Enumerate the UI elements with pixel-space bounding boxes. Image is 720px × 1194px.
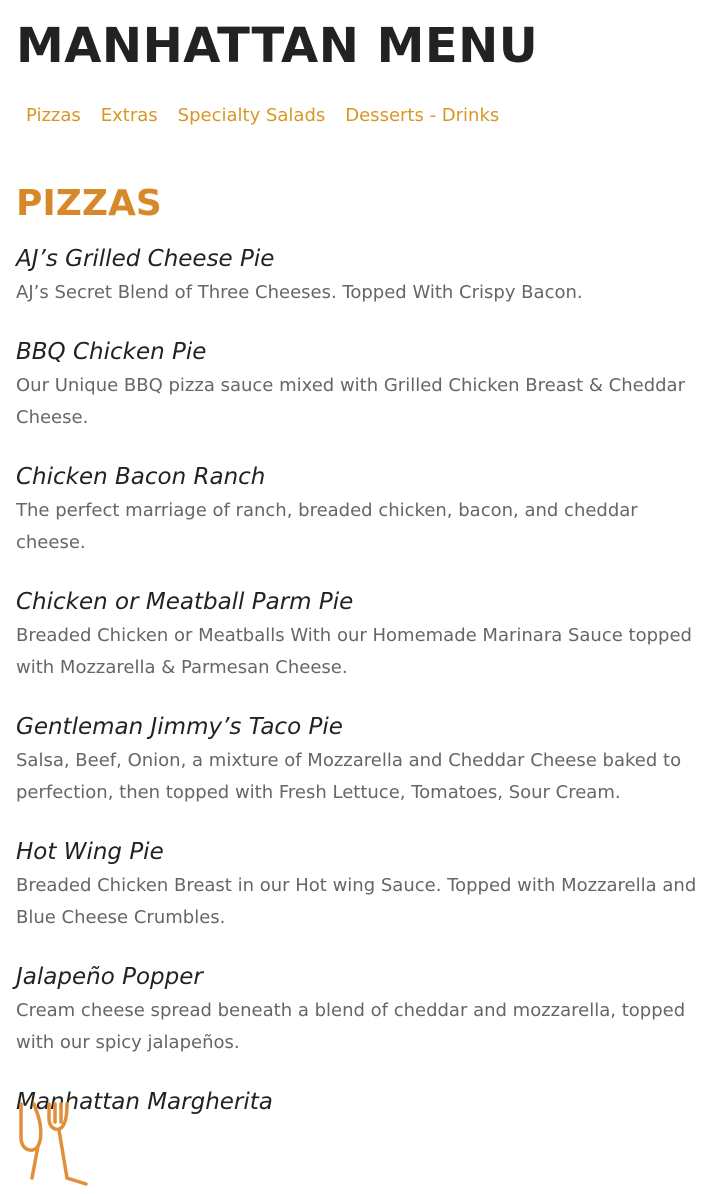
menu-item-description: Breaded Chicken Breast in our Hot wing Sauce. Topped with Mozzarella and Blue Cheese Crumbles. — [16, 875, 697, 928]
menu-item-name: Gentleman Jimmy’s Taco Pie — [16, 714, 343, 740]
menu-item-description: Cream cheese spread beneath a blend of cheddar and mozzarella, topped with our spicy jalapeños. — [16, 1000, 686, 1053]
menu-item-name: Manhattan Margherita — [16, 1089, 273, 1115]
menu-item-name: Chicken or Meatball Parm Pie — [16, 589, 354, 615]
menu-tabs — [26, 104, 499, 128]
menu-item — [16, 836, 704, 934]
tab-extras[interactable]: Extras — [100, 105, 158, 126]
menu-item-name: Jalapeño Popper — [16, 964, 203, 990]
pizza-menu-list — [16, 243, 704, 1145]
tab-desserts-drinks[interactable]: Desserts - Drinks — [345, 105, 500, 126]
menu-item — [16, 243, 704, 309]
menu-item-description: The perfect marriage of ranch, breaded chicken, bacon, and cheddar cheese. — [16, 500, 638, 553]
menu-item — [16, 711, 704, 809]
menu-item — [16, 1086, 704, 1118]
page-title: MANHATTAN MENU — [16, 18, 539, 74]
menu-item-description: AJ’s Secret Blend of Three Cheeses. Topped With Crispy Bacon. — [16, 282, 583, 303]
menu-item-name: AJ’s Grilled Cheese Pie — [16, 246, 275, 272]
menu-item — [16, 336, 704, 434]
menu-item — [16, 461, 704, 559]
menu-item-description: Our Unique BBQ pizza sauce mixed with Grilled Chicken Breast & Cheddar Cheese. — [16, 375, 685, 428]
section-title-pizzas: PIZZAS — [16, 183, 162, 224]
menu-item-name: Chicken Bacon Ranch — [16, 464, 266, 490]
menu-item — [16, 586, 704, 684]
tab-pizzas[interactable]: Pizzas — [26, 105, 81, 126]
menu-item — [16, 961, 704, 1059]
menu-item-description: Salsa, Beef, Onion, a mixture of Mozzarella and Cheddar Cheese baked to perfection, then topped with Fresh Lettuce, Tomatoes, Sour Cream. — [16, 750, 682, 803]
menu-item-name: Hot Wing Pie — [16, 839, 164, 865]
menu-item-description: Breaded Chicken or Meatballs With our Homemade Marinara Sauce topped with Mozzarella & Parmesan Cheese. — [16, 625, 692, 678]
menu-item-name: BBQ Chicken Pie — [16, 339, 207, 365]
utensils-icon[interactable] — [14, 1098, 96, 1188]
tab-specialty-salads[interactable]: Specialty Salads — [177, 105, 326, 126]
